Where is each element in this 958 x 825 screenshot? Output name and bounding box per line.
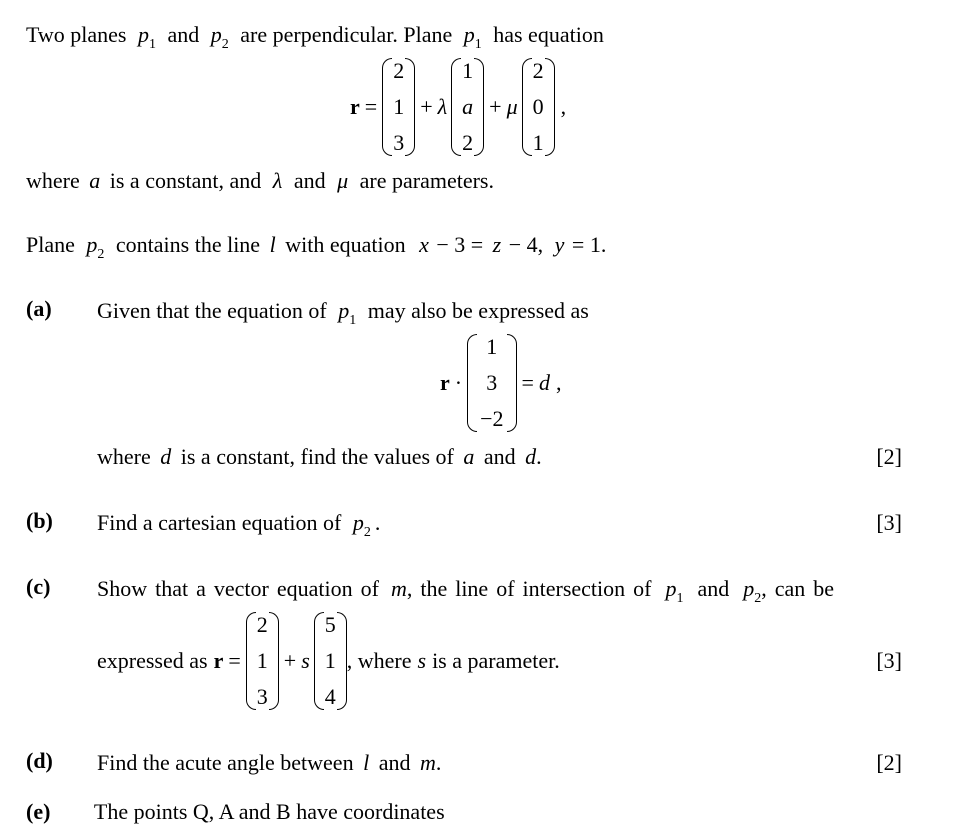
comma: ,	[560, 94, 567, 119]
plane-p1: $p_1$	[338, 298, 357, 328]
intro-text: Two planes	[26, 22, 127, 47]
part-e-cutoff: (e) The points Q, A and B have coordinates	[26, 799, 445, 824]
vector-position: 2 1 3	[382, 58, 415, 156]
intro-and: and	[167, 22, 200, 47]
plane-p2: $p_2$	[210, 22, 229, 52]
plane-p2-line: Plane $p_2$ contains the line l with equation x − 3 = z − 4, y = 1.	[26, 232, 607, 262]
part-d-marks: [2]	[876, 750, 902, 775]
part-c-marks: [3]	[876, 648, 902, 673]
dot-product: ·	[454, 370, 463, 395]
plane-p1-normal-equation: r · 1 3 −2 = d ,	[440, 334, 562, 431]
intro-text-b: are perpendicular. Plane	[240, 22, 453, 47]
part-c-text: Show that a vector equation of m, the line of intersection of $p_1$ and $p_2$, can be	[97, 576, 835, 606]
plane-p2: $p_2$	[352, 510, 371, 540]
part-c-label: (c)	[26, 574, 51, 599]
plane-p1: $p_1$	[138, 22, 156, 52]
where-line: where a is a constant, and λ and μ are parameters.	[26, 168, 494, 193]
line-m-vector-equation: expressed as r = 2 1 3 + s 5 1 4 , where s is a parameter.	[97, 612, 560, 709]
part-a-where: where d is a constant, find the values of a and d.	[97, 444, 542, 469]
plus-sign: +	[420, 94, 433, 119]
part-b-text: Find a cartesian equation of $p_2$ .	[97, 510, 381, 540]
part-d-text: Find the acute angle between l and m.	[97, 750, 442, 775]
plane-p2: $p_2$	[86, 232, 105, 262]
vector-direction-2: 2 0 1	[522, 58, 555, 156]
part-d-label: (d)	[26, 748, 53, 773]
plane-p1: $p_1$	[665, 576, 684, 606]
plane-p1-vector-equation	[350, 58, 566, 156]
vector-r: r	[350, 94, 360, 119]
lambda-symbol: λ	[437, 94, 448, 119]
vector-r: r	[440, 370, 450, 395]
line-m-direction: 5 1 4	[314, 612, 347, 710]
mu-symbol: μ	[506, 94, 518, 119]
part-a-text: Given that the equation of $p_1$ may also be expressed as	[97, 298, 589, 328]
part-a-marks: [2]	[876, 444, 902, 469]
line-m-position: 2 1 3	[246, 612, 279, 710]
plane-p1: $p_1$	[463, 22, 482, 52]
vector-r: r	[213, 648, 224, 673]
plus-sign: +	[489, 94, 502, 119]
part-b-label: (b)	[26, 508, 53, 533]
equals-sign: =	[364, 94, 378, 119]
vector-direction-1: 1 a 2	[451, 58, 484, 156]
part-a-label: (a)	[26, 296, 52, 321]
intro-text-c: has equation	[493, 22, 604, 47]
normal-vector: 1 3 −2	[467, 334, 516, 432]
plane-p2: $p_2$	[743, 576, 762, 606]
intro-line	[26, 22, 604, 58]
part-b-marks: [3]	[876, 510, 902, 535]
